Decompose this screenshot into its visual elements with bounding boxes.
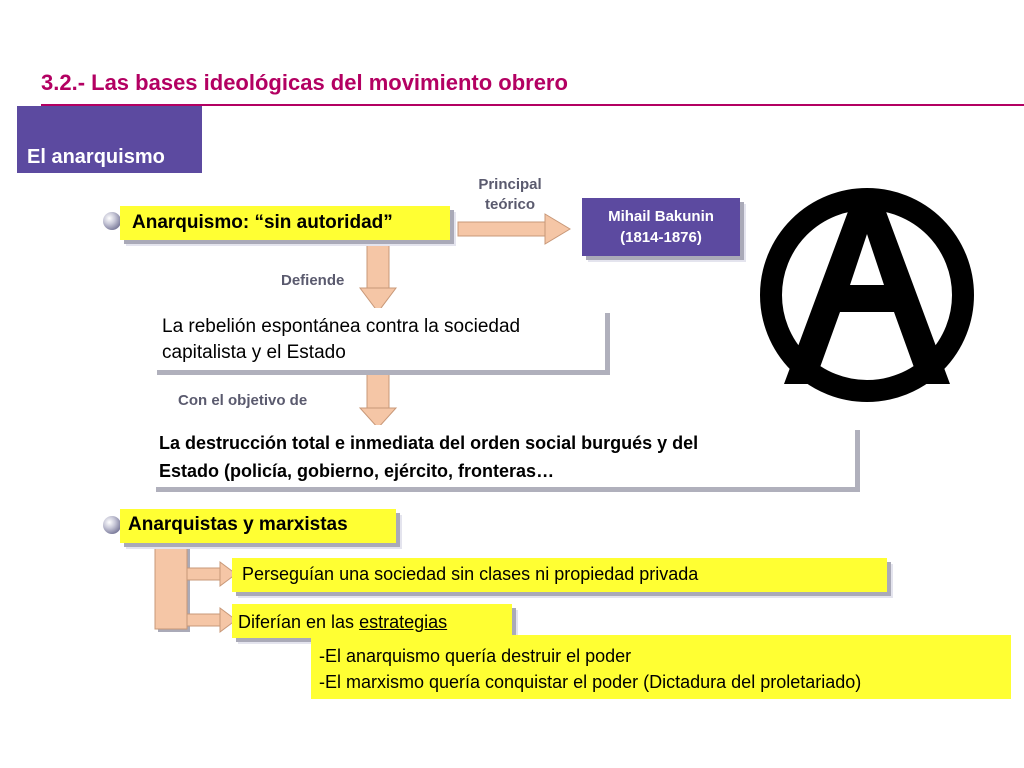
destruction-box — [151, 425, 855, 487]
sphere-bullet-icon — [103, 212, 121, 230]
arrow-right-icon — [458, 214, 570, 244]
rebellion-text-line1: La rebelión espontánea contra la sociedad — [162, 316, 521, 337]
sphere-bullet-icon — [103, 516, 121, 534]
rebellion-text-line2: capitalista y el Estado — [162, 342, 346, 363]
theorist-years: (1814-1876) — [620, 229, 702, 246]
destruction-text-line2: Estado (policía, gobierno, ejército, fronteras… — [159, 461, 555, 481]
concept-box: Anarquismo: “sin autoridad” — [120, 206, 450, 240]
comparison-point-1: Perseguían una sociedad sin clases ni propiedad privada — [232, 558, 887, 592]
connector-label-objetivo: Con el objetivo de — [178, 392, 308, 409]
comparison-point-2 — [232, 604, 512, 638]
connector-label-defiende: Defiende — [281, 272, 345, 289]
theorist-box — [582, 198, 740, 256]
rebellion-box — [152, 308, 605, 370]
section-tab: El anarquismo — [17, 106, 202, 173]
strategies-link[interactable]: estrategias — [359, 612, 448, 632]
strategies-box — [311, 635, 1011, 699]
comparison-header: Anarquistas y marxistas — [120, 509, 396, 543]
slide-title: 3.2.- Las bases ideológicas del movimiento obrero — [41, 70, 568, 95]
destruction-text-line1: La destrucción total e inmediata del orden social burgués y del — [159, 433, 699, 453]
arrow-down-icon — [360, 372, 396, 428]
connector-label-principal: Principal teórico — [478, 176, 542, 213]
arrow-down-icon — [360, 240, 396, 312]
bracket-connector-icon — [155, 541, 236, 632]
strategy-anarchism: -El anarquismo quería destruir el poder — [319, 646, 632, 666]
point2-prefix: Diferían en las — [238, 612, 360, 632]
theorist-name: Mihail Bakunin — [608, 208, 714, 225]
circle-a-anarchy-icon — [756, 184, 978, 406]
strategy-marxism: -El marxismo quería conquistar el poder (Dictadura del proletariado) — [319, 672, 862, 692]
